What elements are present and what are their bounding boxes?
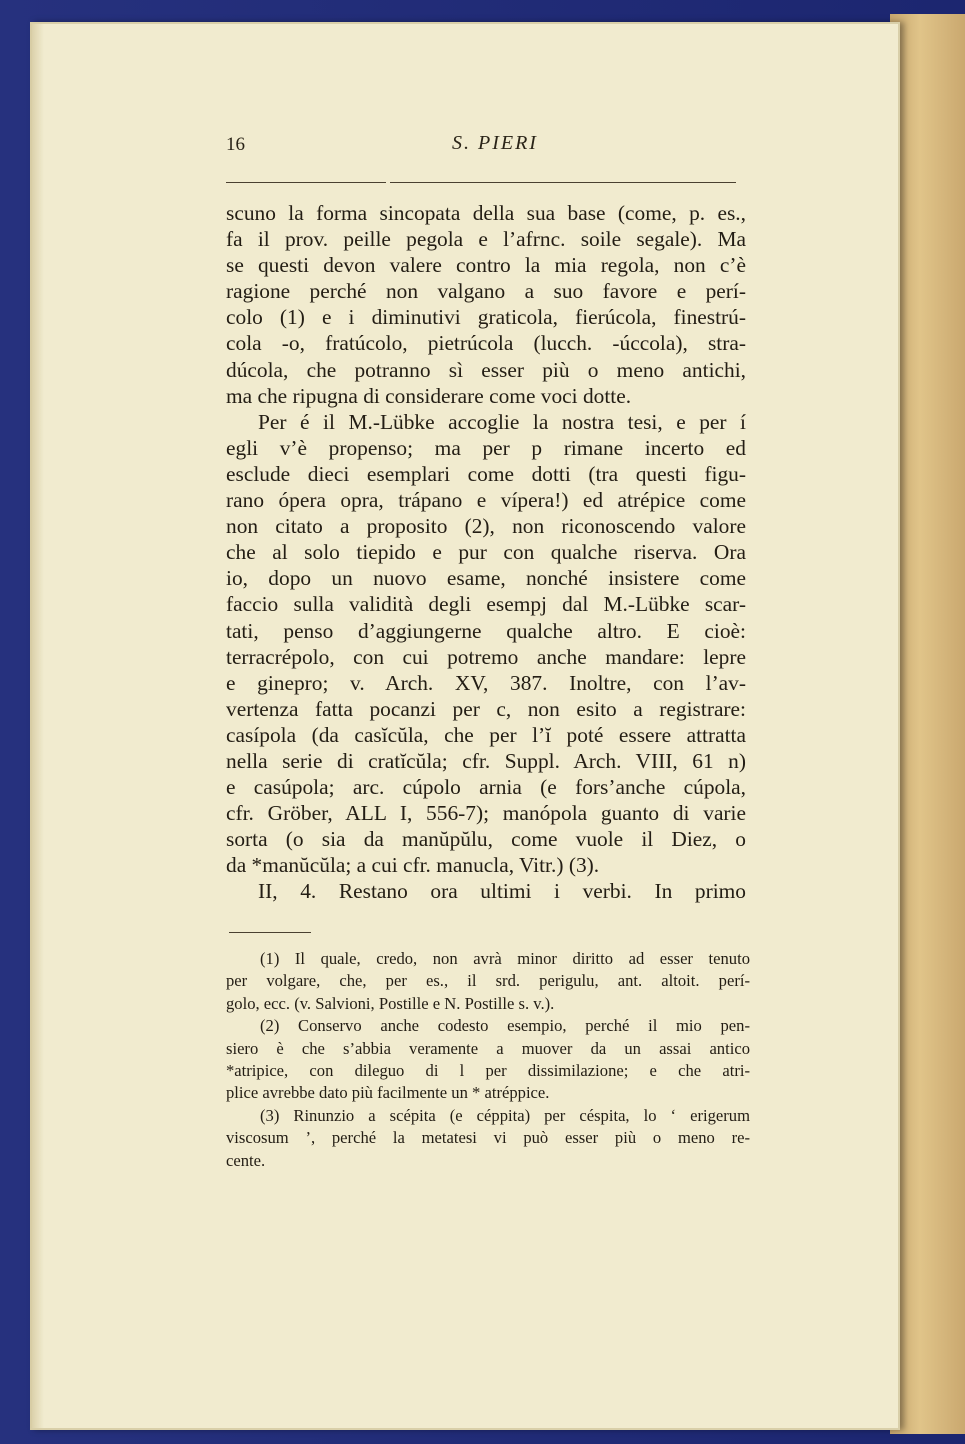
text-line: io, dopo un nuovo esame, nonché insistere come: [226, 566, 746, 591]
text-line: ragione perché non valgano a suo favore e perí-: [226, 279, 746, 304]
adjacent-page-edge: [890, 14, 965, 1434]
footnote-rule: [229, 932, 311, 933]
page-number: 16: [226, 134, 245, 155]
text-line: da *manŭcŭla; a cui cfr. manucla, Vitr.) (3).: [226, 853, 600, 878]
text-line: Per é il M.-Lübke accoglie la nostra tesi, e per í: [258, 409, 746, 434]
text-line: vertenza fatta pocanzi per c, non esito a registrare:: [226, 696, 746, 721]
text-line: casípola (da casĭcŭla, che per l’ĭ poté essere attratta: [226, 722, 746, 747]
header-rule-right: [390, 182, 736, 183]
text-line: se questi devon valere contro la mia regola, non c’è: [226, 253, 746, 278]
text-line: fa il prov. peille pegola e l’afrnc. soile segale). Ma: [226, 227, 746, 252]
text-line: nella serie di cratĭcŭla; cfr. Suppl. Arch. VIII, 61 n): [226, 748, 746, 773]
text-line: terracrépolo, con cui potremo anche mandare: lepre: [226, 644, 746, 669]
page-header: [226, 132, 736, 166]
text-line: tati, penso d’aggiungerne qualche altro. E cioè:: [226, 618, 746, 643]
footnote-line: viscosum ’, perché la metatesi vi può esser più o meno re-: [226, 1128, 750, 1148]
footnote-line: siero è che s’abbia veramente a muover da un assai antico: [226, 1038, 750, 1058]
text-line: sorta (o sia da manŭpŭlu, come vuole il Diez, o: [226, 827, 746, 852]
text-line: non citato a proposito (2), non riconoscendo valore: [226, 514, 746, 539]
footnote-line: cente.: [226, 1150, 266, 1170]
text-line: che al solo tiepido e pur con qualche riserva. Ora: [226, 540, 746, 565]
text-line: II, 4. Restano ora ultimi i verbi. In primo: [258, 879, 746, 904]
text-line: rano ópera opra, trápano e vípera!) ed atrépice come: [226, 488, 746, 513]
text-line: cola -o, fratúcolo, pietrúcola (lucch. -úccola), stra-: [226, 331, 746, 356]
text-line: colo (1) e i diminutivi graticola, fierúcola, finestrú-: [226, 305, 746, 330]
text-line: faccio sulla validità degli esempj dal M.-Lübke scar-: [226, 592, 746, 617]
footnote-line: *atripice, con dileguo di l per dissimilazione; e che atri-: [226, 1060, 750, 1080]
header-rule-left: [226, 182, 386, 183]
footnote-line: golo, ecc. (v. Salvioni, Postille e N. Postille s. v.).: [226, 993, 555, 1013]
footnote-line: plice avrebbe dato più facilmente un * atréppice.: [226, 1083, 550, 1103]
text-line: scuno la forma sincopata della sua base (come, p. es.,: [226, 201, 746, 225]
footnote-line: (2) Conservo anche codesto esempio, perché il mio pen-: [260, 1016, 750, 1036]
footnote-line: per volgare, che, per es., il srd. perigulu, ant. altoit. perí-: [226, 971, 750, 991]
footnote-line: (1) Il quale, credo, non avrà minor diritto ad esser tenuto: [260, 949, 750, 968]
text-line: dúcola, che potranno sì esser più o meno antichi,: [226, 357, 746, 382]
text-line: e casúpola; arc. cúpolo arnia (e fors’anche cúpola,: [226, 775, 746, 800]
main-text: [226, 200, 746, 905]
text-line: ma che ripugna di considerare come voci dotte.: [226, 383, 632, 408]
text-line: egli v’è propenso; ma per p rimane incerto ed: [226, 435, 746, 460]
text-line: esclude dieci esemplari come dotti (tra questi figu-: [226, 461, 746, 486]
text-line: e ginepro; v. Arch. XV, 387. Inoltre, con l’av-: [226, 670, 746, 695]
text-line: cfr. Gröber, ALL I, 556-7); manópola guanto di varie: [226, 801, 746, 826]
footnote-line: (3) Rinunzio a scépita (e céppita) per céspita, lo ‘ erigerum: [260, 1105, 750, 1125]
footnotes: [226, 948, 750, 1172]
running-title: S. PIERI: [452, 132, 538, 154]
